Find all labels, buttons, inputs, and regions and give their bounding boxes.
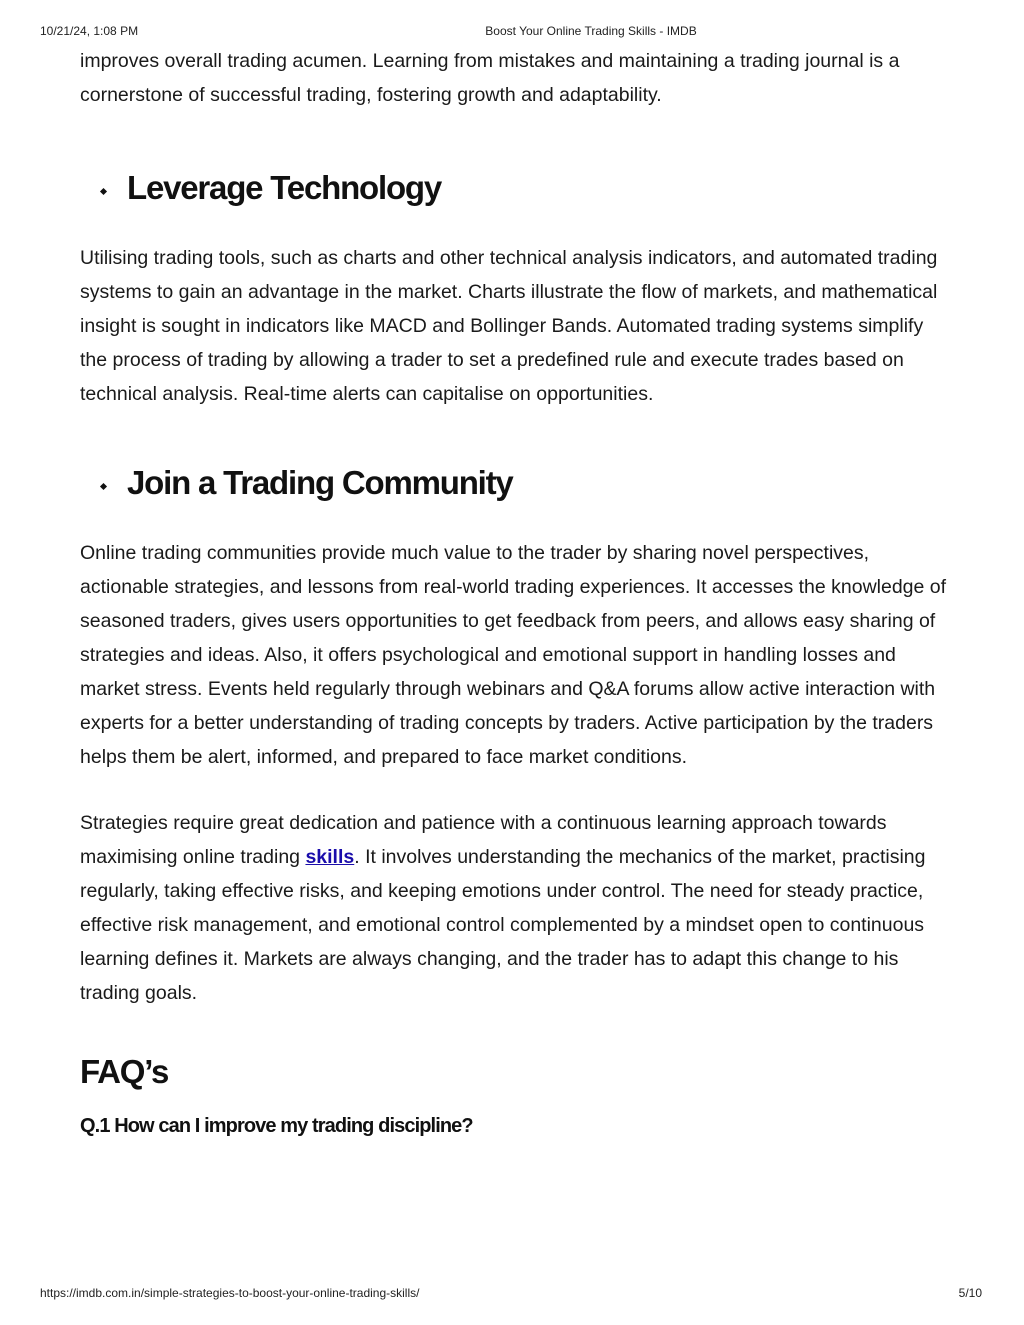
print-page-number: 5/10 (958, 1286, 982, 1300)
section-heading-text: Join a Trading Community (127, 464, 513, 501)
print-datetime: 10/21/24, 1:08 PM (40, 24, 139, 38)
faq-question-1: Q.1 How can I improve my trading discipline? (80, 1115, 473, 1137)
conclusion-text-after-link: . It involves understanding the mechanics of the market, practising regularly, taking effective risks, and keeping emotions under control. The need for steady practice, effective risk management, and emotional control complemented by a mindset open to continuous learning defines it. Markets are always changing, and the trader has to adapt this change to his trading goals. (80, 846, 926, 1004)
section-heading-text: Leverage Technology (127, 169, 442, 206)
print-page-title: Boost Your Online Trading Skills - IMDB (485, 24, 697, 38)
intro-continuation-paragraph: improves overall trading acumen. Learning from mistakes and maintaining a trading journal is a cornerstone of successful trading, fostering growth and adaptability. (80, 50, 900, 106)
skills-link[interactable]: skills (305, 846, 355, 868)
leverage-technology-paragraph: Utilising trading tools, such as charts and other technical analysis indicators, and automated trading systems to gain an advantage in the market. Charts illustrate the flow of markets, and mathematical insight is sought in indicators like MACD and Bollinger Bands. Automated trading systems simplify the process of trading by allowing a trader to set a predefined rule and execute trades based on technical analysis. Real-time alerts can capitalise on opportunities. (80, 247, 938, 405)
section-heading-leverage-technology (80, 168, 950, 208)
article-content (80, 44, 950, 1140)
bullet-diamond-icon (100, 483, 107, 490)
print-url: https://imdb.com.in/simple-strategies-to-boost-your-online-trading-skills/ (40, 1286, 420, 1300)
join-community-paragraph: Online trading communities provide much value to the trader by sharing novel perspectives, actionable strategies, and lessons from real-world trading experiences. It accesses the knowledge of seasoned traders, gives users opportunities to get feedback from peers, and allows easy sharing of strategies and ideas. Also, it offers psychological and emotional support in handling losses and market stress. Events held regularly through webinars and Q&A forums allow active interaction with experts for a better understanding of trading concepts by traders. Active participation by the traders helps them be alert, informed, and prepared to face market conditions. (80, 542, 947, 768)
conclusion-paragraph (80, 806, 950, 1010)
bullet-diamond-icon (100, 188, 107, 195)
section-heading-join-community (80, 463, 950, 503)
faq-heading: FAQ’s (80, 1053, 169, 1090)
conclusion-text-before-link: Strategies require great dedication and patience with a continuous learning approach towards maximising online trading (80, 812, 887, 868)
